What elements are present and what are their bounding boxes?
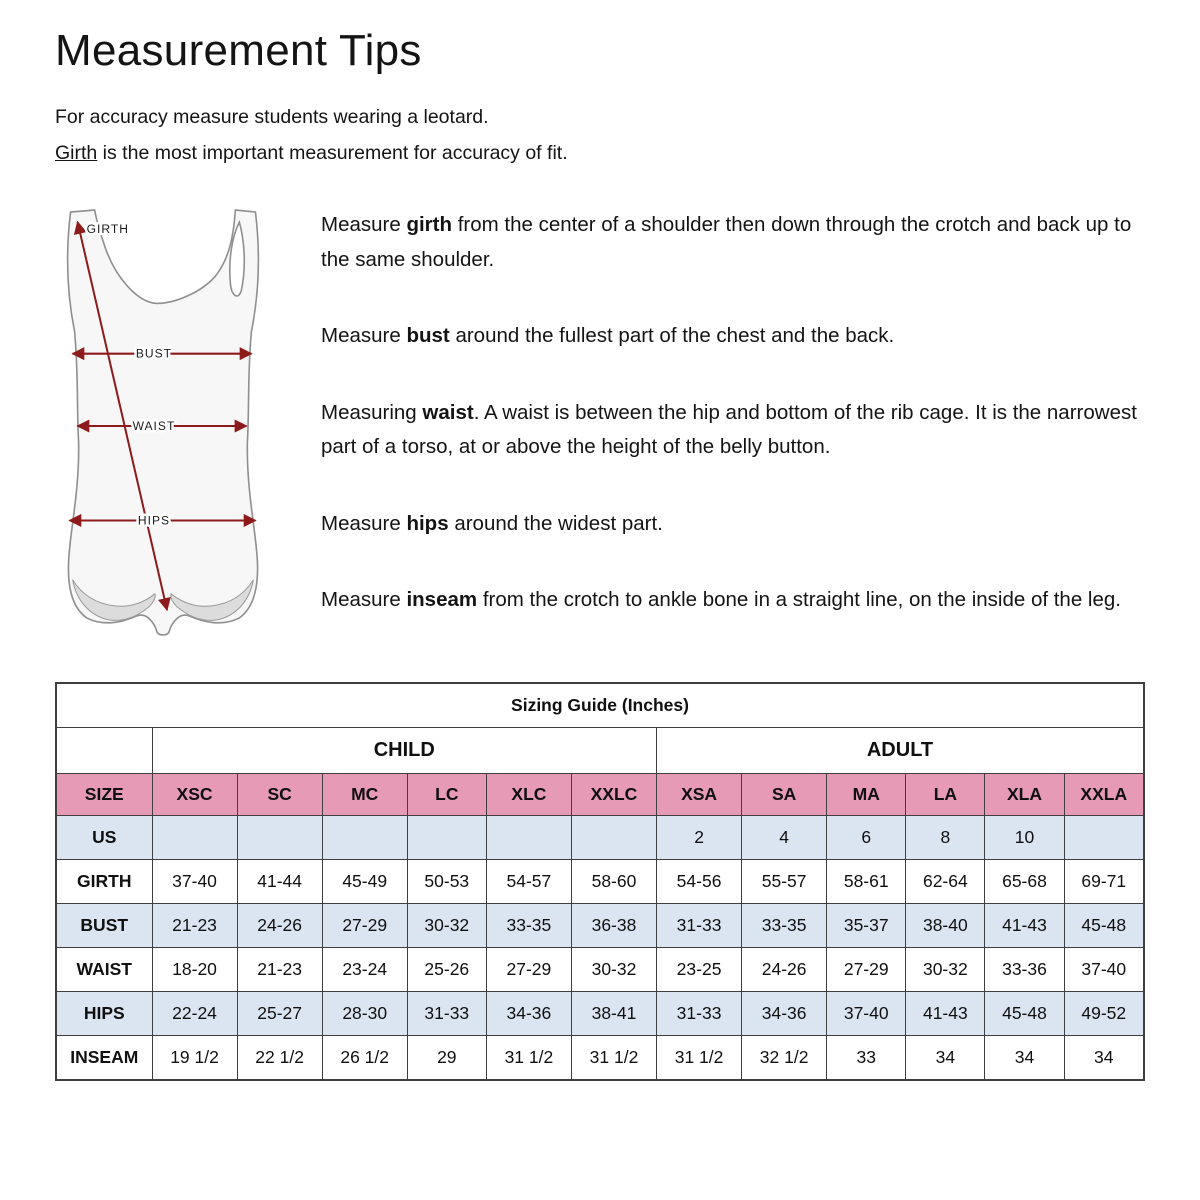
- table-row-girth: [56, 859, 1144, 903]
- table-cell: 69-71: [1064, 859, 1144, 903]
- table-cell: 21-23: [152, 903, 237, 947]
- table-cell: 28-30: [322, 991, 407, 1035]
- table-cell: [237, 815, 322, 859]
- table-cell: 34-36: [486, 991, 571, 1035]
- intro-line-2-rest: is the most important measurement for accuracy of fit.: [97, 142, 568, 165]
- table-cell: 37-40: [827, 991, 906, 1035]
- table-cell: 25-26: [407, 947, 486, 991]
- size-col-xxla: XXLA: [1064, 773, 1144, 815]
- diagram-label-girth: GIRTH: [86, 222, 129, 237]
- table-cell: 21-23: [237, 947, 322, 991]
- size-row-label: SIZE: [56, 773, 152, 815]
- table-cell: 65-68: [985, 859, 1064, 903]
- table-cell: [571, 815, 656, 859]
- table-cell: 49-52: [1064, 991, 1144, 1035]
- instruction-waist: [321, 396, 1145, 465]
- table-cell: 34: [985, 1035, 1064, 1080]
- table-title-row: [56, 683, 1144, 728]
- instruction-keyword: girth: [406, 213, 453, 237]
- table-cell: 6: [827, 815, 906, 859]
- instruction-inseam: [321, 583, 1145, 617]
- instruction-text: . A waist is between the hip and bottom of the rib cage. It is the narrowest part of a torso, at or above the height of the belly button.: [321, 400, 1137, 459]
- table-cell: 41-43: [906, 991, 985, 1035]
- table-cell: 33-35: [486, 903, 571, 947]
- table-cell: 4: [742, 815, 827, 859]
- instruction-text: around the widest part.: [448, 511, 663, 535]
- table-cell: 10: [985, 815, 1064, 859]
- size-col-xxlc: XXLC: [571, 773, 656, 815]
- table-cell: 18-20: [152, 947, 237, 991]
- table-cell: 31-33: [407, 991, 486, 1035]
- table-cell: 41-44: [237, 859, 322, 903]
- table-cell: 34-36: [742, 991, 827, 1035]
- table-cell: 62-64: [906, 859, 985, 903]
- table-cell: 22 1/2: [237, 1035, 322, 1080]
- diagram-label-bust: BUST: [135, 347, 173, 362]
- table-cell: 31-33: [657, 903, 742, 947]
- instruction-keyword: waist: [422, 400, 474, 424]
- table-cell: 22-24: [152, 991, 237, 1035]
- table-cell: 58-61: [827, 859, 906, 903]
- instruction-text: Measuring: [321, 400, 423, 424]
- measurement-section: [55, 206, 1145, 659]
- table-cell: 37-40: [152, 859, 237, 903]
- table-cell: 45-48: [1064, 903, 1144, 947]
- table-cell: 27-29: [322, 903, 407, 947]
- table-cell: 24-26: [742, 947, 827, 991]
- leotard-figure: [55, 206, 271, 638]
- size-col-ma: MA: [827, 773, 906, 815]
- table-cell: [322, 815, 407, 859]
- table-row-inseam: [56, 1035, 1144, 1080]
- table-cell: 37-40: [1064, 947, 1144, 991]
- size-col-sc: SC: [237, 773, 322, 815]
- instruction-keyword: hips: [406, 511, 449, 535]
- table-cell: [486, 815, 571, 859]
- size-col-xsa: XSA: [657, 773, 742, 815]
- table-cell: [1064, 815, 1144, 859]
- row-label: US: [56, 815, 152, 859]
- leotard-diagram: [55, 206, 271, 659]
- table-cell: 2: [657, 815, 742, 859]
- table-cell: 24-26: [237, 903, 322, 947]
- table-cell: 27-29: [486, 947, 571, 991]
- instruction-text: Measure: [321, 324, 407, 348]
- table-cell: [407, 815, 486, 859]
- table-cell: 27-29: [827, 947, 906, 991]
- row-label: GIRTH: [56, 859, 152, 903]
- sizing-table-body: [56, 815, 1144, 1080]
- intro-line-1: For accuracy measure students wearing a leotard.: [55, 106, 489, 128]
- table-cell: 33: [827, 1035, 906, 1080]
- table-cell: 8: [906, 815, 985, 859]
- size-col-lc: LC: [407, 773, 486, 815]
- table-cell: 58-60: [571, 859, 656, 903]
- corner-cell: [56, 727, 152, 773]
- diagram-label-waist: WAIST: [132, 419, 176, 434]
- diagram-label-hips: HIPS: [137, 513, 171, 528]
- instruction-keyword: bust: [406, 324, 450, 348]
- table-cell: 38-41: [571, 991, 656, 1035]
- table-cell: 41-43: [985, 903, 1064, 947]
- size-header-row: [56, 773, 1144, 815]
- table-cell: 36-38: [571, 903, 656, 947]
- instruction-hips: [321, 507, 1145, 541]
- table-row-bust: [56, 903, 1144, 947]
- table-cell: 45-49: [322, 859, 407, 903]
- table-cell: 23-25: [657, 947, 742, 991]
- sizing-guide-table: [55, 682, 1145, 1081]
- table-cell: 45-48: [985, 991, 1064, 1035]
- table-cell: 31 1/2: [571, 1035, 656, 1080]
- size-col-la: LA: [906, 773, 985, 815]
- table-cell: 34: [1064, 1035, 1144, 1080]
- instruction-text: Measure: [321, 588, 407, 612]
- instruction-text: Measure: [321, 213, 407, 237]
- group-header-child: CHILD: [152, 727, 657, 773]
- table-cell: 34: [906, 1035, 985, 1080]
- table-cell: [152, 815, 237, 859]
- table-cell: 33-36: [985, 947, 1064, 991]
- table-row-waist: [56, 947, 1144, 991]
- table-row-us: [56, 815, 1144, 859]
- size-col-xsc: XSC: [152, 773, 237, 815]
- group-header-row: [56, 727, 1144, 773]
- instruction-bust: [321, 319, 1145, 353]
- size-col-mc: MC: [322, 773, 407, 815]
- size-col-xlc: XLC: [486, 773, 571, 815]
- table-cell: 30-32: [906, 947, 985, 991]
- table-cell: 25-27: [237, 991, 322, 1035]
- instructions: [321, 206, 1145, 659]
- table-cell: 30-32: [571, 947, 656, 991]
- table-cell: 23-24: [322, 947, 407, 991]
- instruction-text: from the center of a shoulder then down through the crotch and back up to the same shoulder.: [321, 213, 1132, 271]
- table-cell: 50-53: [407, 859, 486, 903]
- table-cell: 31 1/2: [657, 1035, 742, 1080]
- table-cell: 55-57: [742, 859, 827, 903]
- row-label: HIPS: [56, 991, 152, 1035]
- table-cell: 29: [407, 1035, 486, 1080]
- table-cell: 54-56: [657, 859, 742, 903]
- table-cell: 33-35: [742, 903, 827, 947]
- instruction-keyword: inseam: [406, 588, 478, 612]
- instruction-text: around the fullest part of the chest and the back.: [449, 324, 895, 348]
- table-cell: 54-57: [486, 859, 571, 903]
- table-row-hips: [56, 991, 1144, 1035]
- instruction-text: Measure: [321, 511, 407, 535]
- instruction-text: from the crotch to ankle bone in a straight line, on the inside of the leg.: [477, 588, 1121, 612]
- page-title: Measurement Tips: [55, 26, 422, 75]
- instruction-girth: [321, 208, 1145, 277]
- intro-line-2: [55, 138, 1145, 168]
- size-col-xla: XLA: [985, 773, 1064, 815]
- table-cell: 30-32: [407, 903, 486, 947]
- table-cell: 35-37: [827, 903, 906, 947]
- group-header-adult: ADULT: [657, 727, 1144, 773]
- row-label: BUST: [56, 903, 152, 947]
- row-label: INSEAM: [56, 1035, 152, 1080]
- table-cell: 19 1/2: [152, 1035, 237, 1080]
- size-col-sa: SA: [742, 773, 827, 815]
- table-cell: 31 1/2: [486, 1035, 571, 1080]
- girth-underlined-word: Girth: [55, 142, 98, 165]
- row-label: WAIST: [56, 947, 152, 991]
- table-cell: 32 1/2: [742, 1035, 827, 1080]
- table-cell: 38-40: [906, 903, 985, 947]
- table-cell: 31-33: [657, 991, 742, 1035]
- table-title: Sizing Guide (Inches): [56, 683, 1144, 728]
- table-cell: 26 1/2: [322, 1035, 407, 1080]
